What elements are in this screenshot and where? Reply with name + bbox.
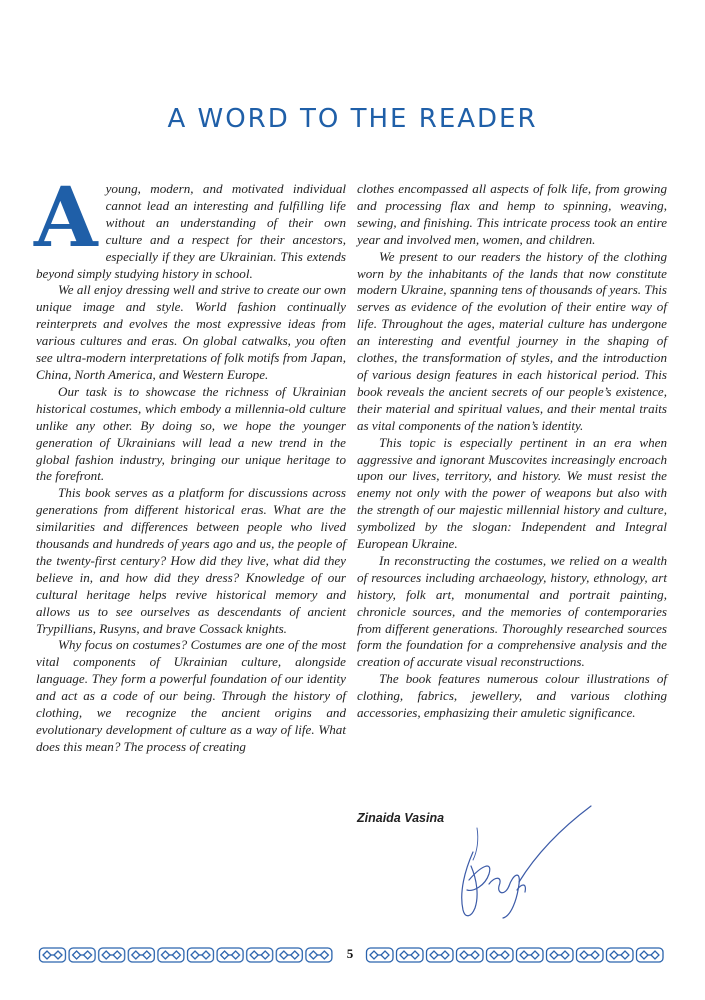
embroidery-border-right-icon bbox=[365, 946, 665, 964]
author-name: Zinaida Vasina bbox=[357, 811, 445, 825]
paragraph-2: We all enjoy dressing well and strive to create our own unique image and style. World fashion continually reinterprets and evolves the most expressive ideas from various cultures and eras. On global catwalks, you often see ultra-modern interpretations of folk motifs from Japan, China, North America, and Western Europe. bbox=[36, 282, 346, 382]
paragraph-1 bbox=[34, 170, 346, 282]
paragraph-4: This book serves as a platform for discussions across generations from different historical eras. What are the similarities and differences between people who lived thousands and hundreds of years ago and us, the people of the twenty-first century? How did they live, what did they believe in, and how did they dress? Knowledge of our cultural heritage helps revive historical memory and allows us to see ourselves as descendants of ancient Trypillians, Rusyns, and brave Cossack knights. bbox=[36, 485, 346, 636]
paragraph-1-text: young, modern, and motivated individual cannot lead an interesting and fulfilling life without an understanding of their own culture and a respect for their ancestors, especially if they are Ukrainian. This extends beyond simply studying history in school. bbox=[36, 181, 346, 281]
paragraph-10: The book features numerous colour illustrations of clothing, fabrics, jewellery, and various clothing accessories, emphasizing their amuletic significance. bbox=[357, 671, 667, 721]
right-column bbox=[357, 181, 667, 722]
paragraph-6: clothes encompassed all aspects of folk life, from growing and processing flax and hemp to spinning, weaving, sewing, and finishing. This intricate process took an entire year and involved men, women, and children. bbox=[357, 181, 667, 247]
page-number: 5 bbox=[346, 946, 354, 961]
drop-cap: A bbox=[34, 170, 98, 266]
paragraph-3: Our task is to showcase the richness of Ukrainian historical costumes, which embody a millennia-old culture unlike any other. By doing so, we hope the younger generation of Ukrainians will lead a new trend in the global fashion industry, bringing our unique heritage to the forefront. bbox=[36, 383, 346, 484]
paragraph-8: This topic is especially pertinent in an era when aggressive and ignorant Muscovites increasingly encroach upon our lives, territory, and history. We must resist the enemy not only with the power of weapons but also with the strength of our majestic millennial history and culture, symbolized by the slogan: Independent and Integral European Ukraine. bbox=[357, 434, 667, 552]
paragraph-9: In reconstructing the costumes, we relied on a wealth of resources including archaeology, history, ethnology, art history, folk art, monumental and portrait painting, chronicle sources, and the memories of contemporaries from different generations. Thoroughly researched sources form the foundation for a comprehensive analysis and the creation of accurate visual reconstructions. bbox=[357, 552, 667, 670]
page-footer bbox=[0, 944, 705, 966]
paragraph-7: We present to our readers the history of the clothing worn by the inhabitants of the lands that now constitute modern Ukraine, spanning tens of thousands of years. This serves as evidence of the evolution of their entire way of life. Throughout the ages, material culture has undergone an interesting and eventful journey in the shaping of clothes, the transformation of styles, and the introduction of various design features in each historical period. This book reveals the ancient secrets of our people’s existence, their material and spiritual values, and their mental traits as vital components of the nation’s identity. bbox=[357, 248, 667, 433]
handwritten-signature bbox=[455, 800, 595, 925]
left-column bbox=[34, 170, 346, 756]
paragraph-5: Why focus on costumes? Costumes are one of the most vital components of Ukrainian culture, alongside language. They form a powerful foundation of our identity and act as a code of our being. Through the history of clothing, we recognize the ancient origins and evolutionary development of culture as a way of life. What does this mean? The process of creating bbox=[36, 637, 346, 754]
page-title: A WORD TO THE READER bbox=[167, 104, 538, 134]
embroidery-border-left-icon bbox=[38, 946, 334, 964]
